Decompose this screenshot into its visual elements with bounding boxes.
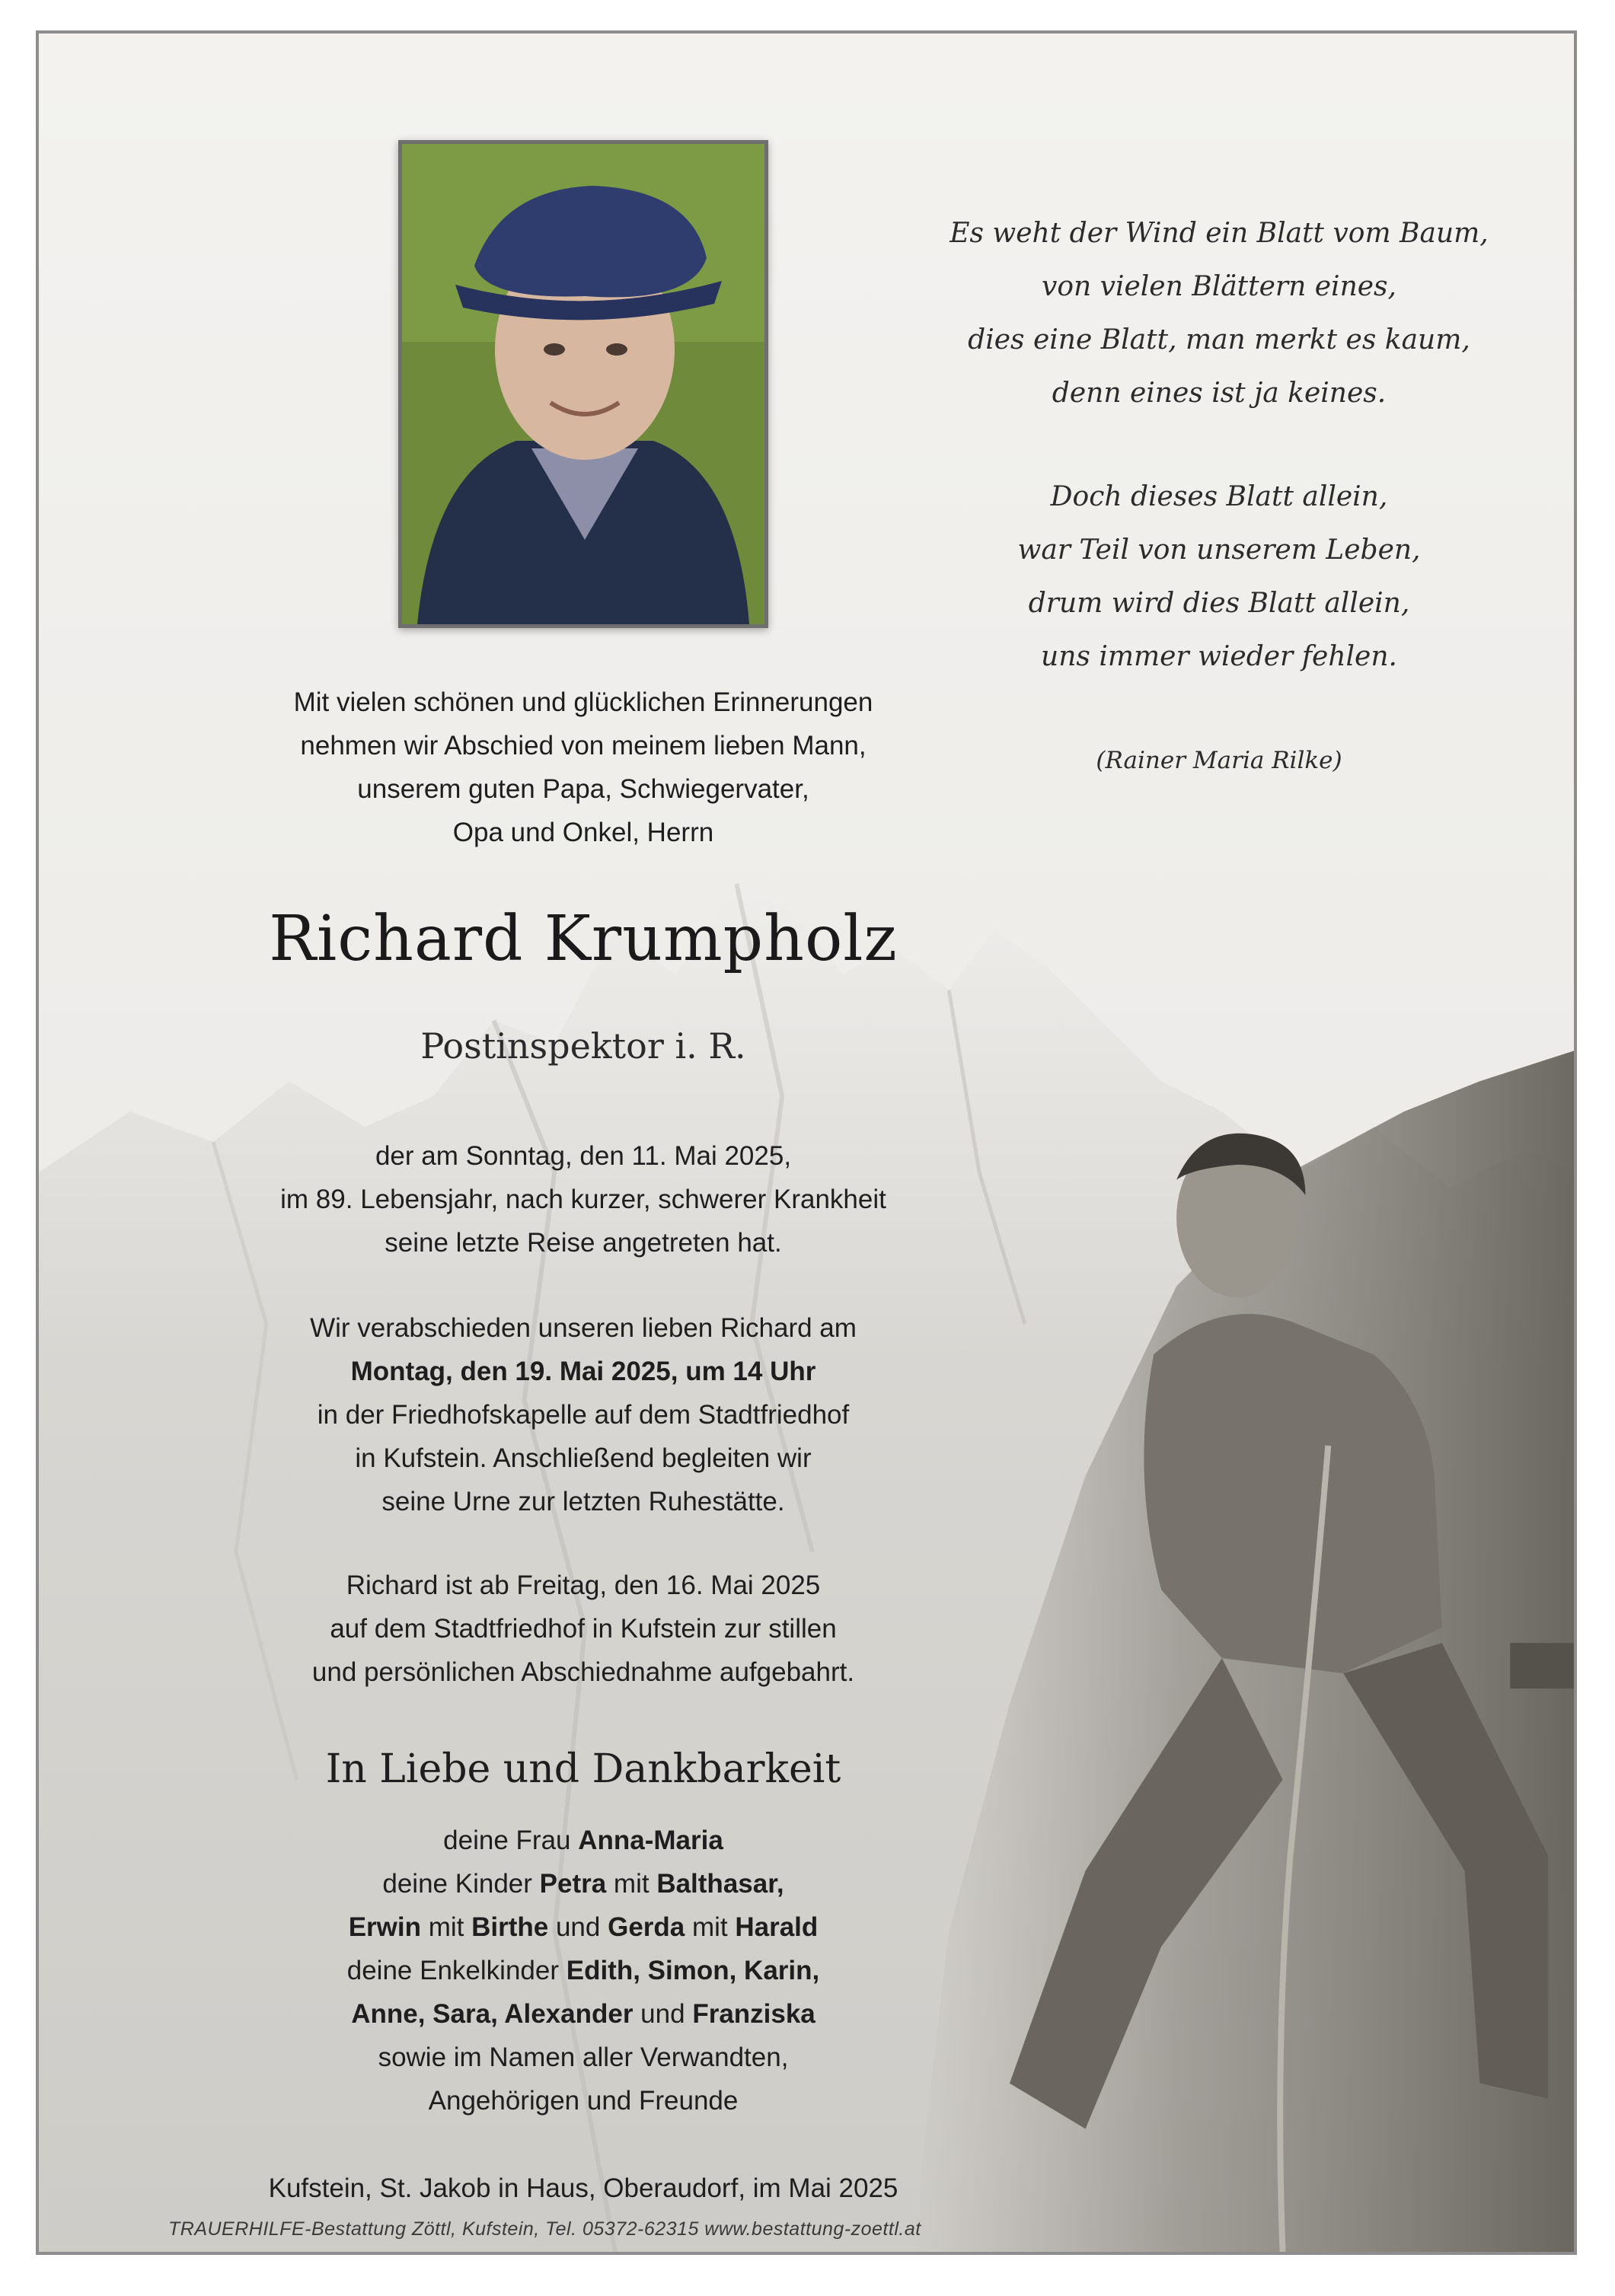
- service-date: [184, 1350, 983, 1393]
- mourner-wife: [184, 1819, 983, 1862]
- lying-in-state: [184, 1564, 983, 1694]
- death-notice: [184, 1134, 983, 1264]
- poem-line: dies eine Blatt, man merkt es kaum,: [968, 324, 1470, 356]
- portrait-image: [402, 144, 764, 624]
- service-line: in der Friedhofskapelle auf dem Stadtfriedhof: [317, 1400, 850, 1430]
- mourner-name: Harald: [735, 1912, 819, 1942]
- mourners-list: [184, 1819, 983, 2122]
- place-date: Kufstein, St. Jakob in Haus, Oberaudorf, im Mai 2025: [268, 2173, 898, 2203]
- service-line: in Kufstein. Anschließend begleiten wir: [355, 1443, 812, 1473]
- poem-line: von vielen Blättern eines,: [1042, 271, 1396, 302]
- deceased-profession: Postinspektor i. R.: [420, 1025, 746, 1067]
- intro-text: [184, 681, 983, 854]
- mourner-connector: mit: [606, 1869, 657, 1899]
- mourner-name: Anna-Maria: [578, 1826, 723, 1855]
- mourner-grandchildren-1: [184, 1949, 983, 1992]
- intro-line: Opa und Onkel, Herrn: [452, 818, 714, 847]
- lying-line: Richard ist ab Freitag, den 16. Mai 2025: [346, 1571, 821, 1600]
- mourner-name: Gerda: [608, 1912, 685, 1942]
- poem-line: uns immer wieder fehlen.: [1041, 641, 1397, 672]
- mourner-prefix: deine Kinder: [382, 1869, 540, 1899]
- mourner-connector: und: [548, 1912, 608, 1942]
- intro-line: unserem guten Papa, Schwiegervater,: [357, 774, 809, 804]
- mourner-name: Erwin: [348, 1912, 421, 1942]
- mourner-connector: mit: [421, 1912, 472, 1942]
- death-notice-line: seine letzte Reise angetreten hat.: [385, 1228, 782, 1258]
- mourner-name: Balthasar,: [656, 1869, 784, 1899]
- service-line: seine Urne zur letzten Ruhestätte.: [381, 1487, 785, 1516]
- poem-line: denn eines ist ja keines.: [1052, 378, 1387, 409]
- poem-line: Es weht der Wind ein Blatt vom Baum,: [950, 218, 1489, 249]
- poem-line: Doch dieses Blatt allein,: [1050, 481, 1388, 512]
- lying-line: auf dem Stadtfriedhof in Kufstein zur stillen: [330, 1614, 837, 1644]
- mourner-name: Edith, Simon, Karin,: [566, 1956, 820, 1985]
- obituary-frame: [36, 30, 1577, 2255]
- mourner-name: Petra: [539, 1869, 607, 1899]
- mourner-children-2: [184, 1905, 983, 1949]
- service-details: [184, 1306, 983, 1523]
- mourner-name: Birthe: [471, 1912, 549, 1942]
- mourner-prefix: deine Enkelkinder: [346, 1956, 567, 1985]
- mourner-friends: Angehörigen und Freunde: [428, 2086, 739, 2116]
- mourner-name: Franziska: [692, 1999, 815, 2029]
- mourner-name: Anne, Sara, Alexander: [351, 1999, 634, 2029]
- portrait-photo: [398, 140, 768, 628]
- service-date-bold: Montag, den 19. Mai 2025, um 14 Uhr: [350, 1357, 816, 1386]
- mourner-children-1: [184, 1862, 983, 1905]
- service-line: Wir verabschieden unseren lieben Richard am: [310, 1313, 857, 1343]
- poem-line: war Teil von unserem Leben,: [1017, 534, 1421, 566]
- mourner-grandchildren-2: [184, 1992, 983, 2036]
- mourner-relatives: sowie im Namen aller Verwandten,: [378, 2042, 789, 2072]
- death-notice-line: im 89. Lebensjahr, nach kurzer, schwerer Krankheit: [280, 1185, 886, 1214]
- funeral-home-footer: TRAUERHILFE-Bestattung Zöttl, Kufstein, Tel. 05372-62315 www.bestattung-zoettl.at: [168, 2218, 921, 2240]
- lying-line: und persönlichen Abschiednahme aufgebahrt.: [311, 1657, 855, 1687]
- poem-stanza-2: [876, 470, 1562, 684]
- death-notice-line: der am Sonntag, den 11. Mai 2025,: [375, 1141, 792, 1171]
- deceased-name: Richard Krumpholz: [269, 903, 898, 975]
- intro-line: Mit vielen schönen und glücklichen Erinnerungen: [293, 687, 873, 717]
- poem-stanza-1: [876, 207, 1562, 420]
- intro-line: nehmen wir Abschied von meinem lieben Mann,: [300, 731, 867, 761]
- poem-line: drum wird dies Blatt allein,: [1028, 588, 1410, 619]
- mourner-prefix: deine Frau: [443, 1826, 579, 1855]
- mourner-connector: und: [633, 1999, 693, 2029]
- love-gratitude-heading: In Liebe und Dankbarkeit: [325, 1746, 841, 1792]
- poem-attribution: (Rainer Maria Rilke): [1096, 747, 1342, 774]
- mourner-connector: mit: [685, 1912, 736, 1942]
